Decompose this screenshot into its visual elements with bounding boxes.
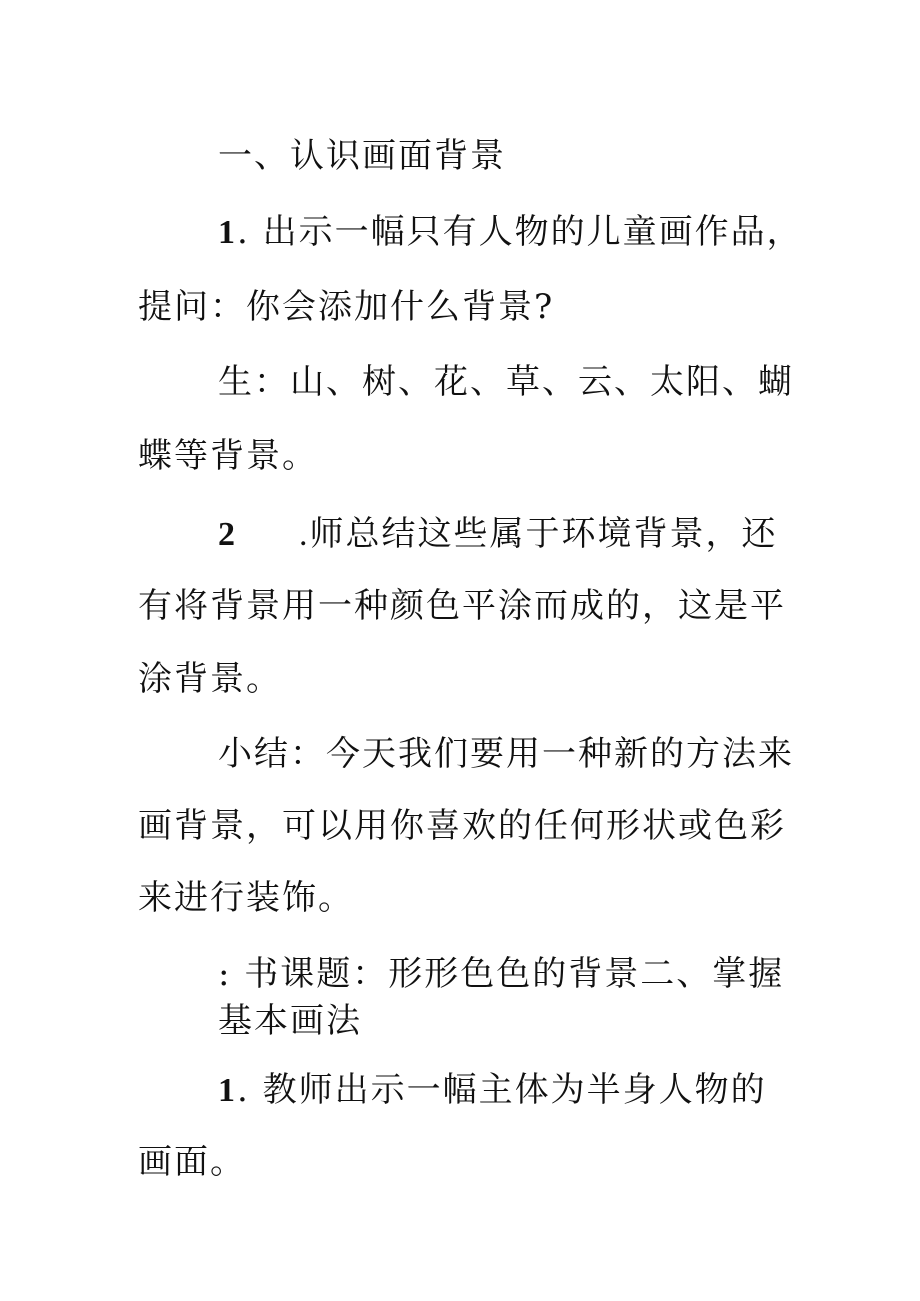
paragraph-text: . 教师出示一幅主体为半身人物的: [237, 1070, 767, 1110]
paragraph-6-line-1: [218, 1070, 767, 1111]
item-number: 2: [218, 516, 237, 553]
paragraph-3-line-2: 有将背景用一种颜色平涂而成的，这是平: [138, 586, 786, 626]
paragraph-4-line-3: 来进行装饰。: [138, 878, 354, 918]
paragraph-1-line-2: 提问：你会添加什么背景?: [138, 287, 555, 327]
paragraph-2-line-1: 生：山、树、花、草、云、太阳、蝴: [218, 362, 794, 402]
paragraph-1-line-1: [218, 212, 803, 253]
paragraph-5-line-1: : 书课题：形形色色的背景二、掌握: [218, 954, 785, 994]
paragraph-2-line-2: 蝶等背景。: [138, 436, 318, 476]
paragraph-6-line-2: 画面。: [138, 1142, 246, 1182]
paragraph-5-line-2: 基本画法: [218, 1001, 362, 1041]
paragraph-3-line-3: 涂背景。: [138, 659, 282, 699]
paragraph-text: . 出示一幅只有人物的儿童画作品，: [237, 212, 803, 252]
item-number: 1: [218, 214, 237, 251]
paragraph-4-line-2: 画背景，可以用你喜欢的任何形状或色彩: [138, 806, 786, 846]
section-heading-1: 一、认识画面背景: [218, 136, 506, 176]
paragraph-3-line-1: [218, 514, 778, 555]
paragraph-4-line-1: 小结：今天我们要用一种新的方法来: [218, 734, 794, 774]
item-number: 1: [218, 1072, 237, 1109]
paragraph-text: .师总结这些属于环境背景，还: [299, 516, 778, 553]
